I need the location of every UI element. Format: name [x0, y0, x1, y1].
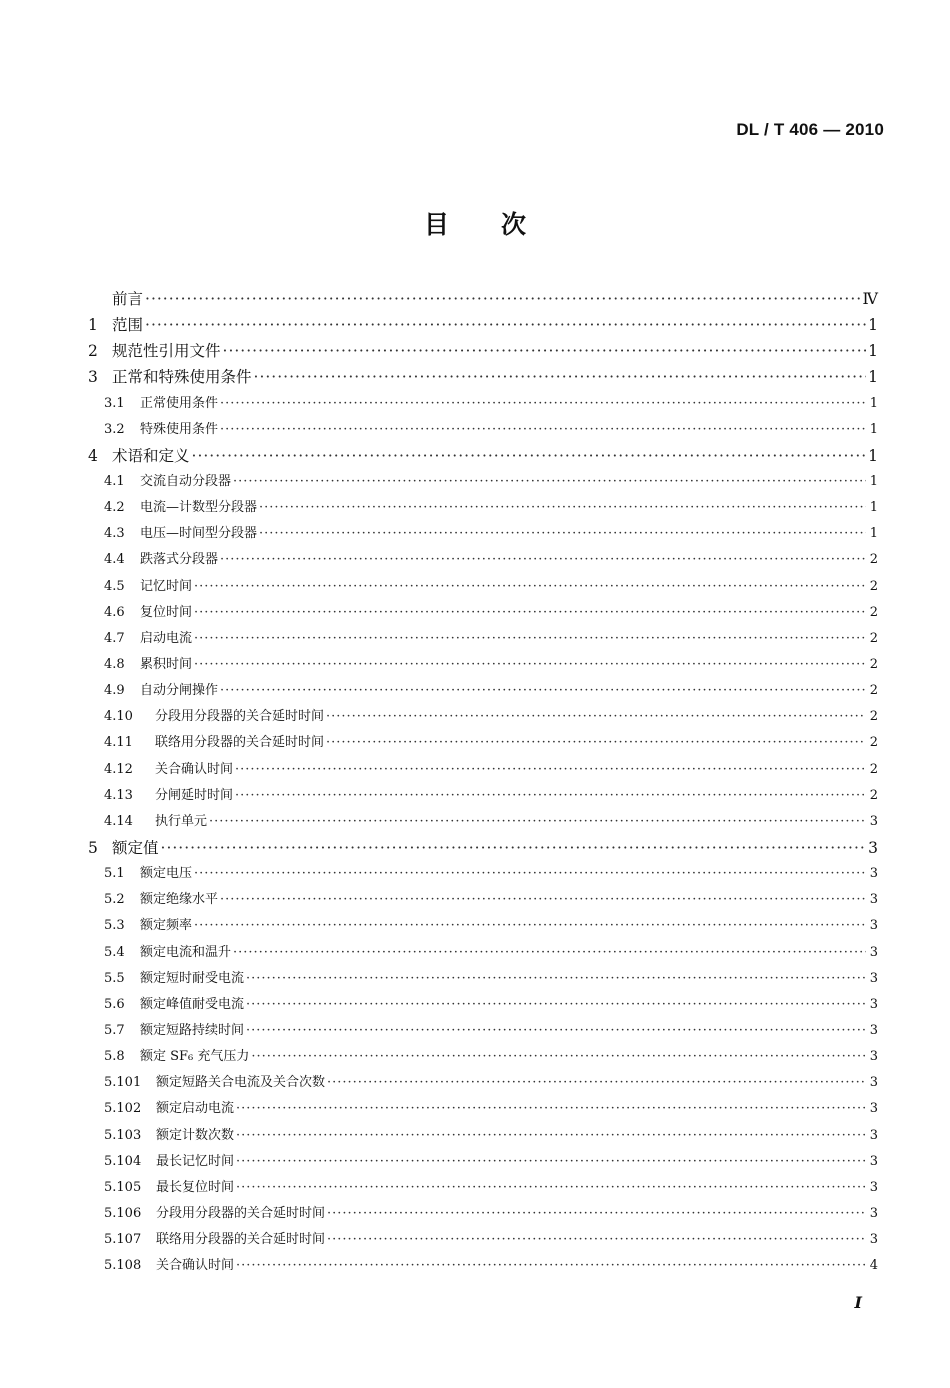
toc-entry-page: 1 — [868, 316, 878, 335]
dot-leader — [233, 469, 866, 495]
toc-entry-title: 正常使用条件 — [140, 395, 219, 411]
toc-entry-page: 3 — [869, 1075, 878, 1091]
toc-entry-title: 正常和特殊使用条件 — [112, 368, 252, 387]
toc-entry-number: 3.1 — [104, 395, 125, 411]
toc-entry-title: 分段用分段器的关合延时时间 — [156, 1205, 326, 1221]
toc-entry-page: 3 — [869, 996, 878, 1012]
toc-entry-title: 规范性引用文件 — [112, 342, 221, 361]
toc-entry-page: 2 — [869, 630, 878, 646]
toc-entry[interactable] — [88, 757, 878, 783]
toc-entry-number: 5.107 — [104, 1232, 142, 1248]
toc-entry[interactable] — [88, 417, 878, 443]
toc-entry-page: 1 — [868, 368, 878, 387]
toc-entry-page: 2 — [869, 656, 878, 672]
toc-entry-page: 3 — [869, 1232, 878, 1248]
toc-entry-title: 复位时间 — [140, 604, 193, 620]
toc-entry-page: 1 — [869, 500, 878, 516]
toc-entry[interactable] — [88, 940, 878, 966]
toc-entry-page: 3 — [869, 1049, 878, 1065]
toc-entry-title: 额定频率 — [140, 918, 193, 934]
toc-entry-page: 3 — [869, 1179, 878, 1195]
toc-entry-page: 3 — [869, 892, 878, 908]
dot-leader — [236, 1253, 866, 1279]
document-code: DL / T 406 — 2010 — [736, 120, 884, 139]
toc-entry-page: 3 — [869, 1101, 878, 1117]
toc-entry-number: 5.101 — [104, 1075, 142, 1091]
dot-leader — [326, 704, 866, 730]
toc-entry-page: 2 — [869, 604, 878, 620]
toc-entry[interactable] — [88, 1070, 878, 1096]
toc-entry-page: 3 — [869, 918, 878, 934]
toc-entry-number: 5.5 — [104, 970, 125, 986]
toc-entry-number: 4.3 — [104, 526, 125, 542]
toc-entry[interactable] — [88, 1227, 878, 1253]
dot-leader — [161, 835, 866, 861]
dot-leader — [145, 312, 866, 338]
toc-entry-title: 启动电流 — [140, 630, 193, 646]
toc-entry-title: 额定短时耐受电流 — [140, 970, 245, 986]
toc-entry-title: 电压—时间型分段器 — [140, 526, 258, 542]
toc-entry[interactable] — [88, 992, 878, 1018]
toc-entry-page: 2 — [869, 578, 878, 594]
dot-leader — [194, 913, 866, 939]
dot-leader — [192, 443, 866, 469]
toc-entry-number: 4.8 — [104, 656, 125, 672]
dot-leader — [236, 1175, 866, 1201]
toc-entry[interactable] — [88, 835, 878, 861]
toc-entry-number: 5.102 — [104, 1101, 142, 1117]
dot-leader — [220, 417, 866, 443]
toc-entry[interactable] — [88, 1253, 878, 1279]
dot-leader — [246, 992, 866, 1018]
dot-leader — [251, 1044, 866, 1070]
toc-entry-number: 4.13 — [104, 787, 133, 803]
toc-entry-page: 2 — [869, 735, 878, 751]
toc-entry[interactable] — [88, 469, 878, 495]
dot-leader — [327, 1070, 866, 1096]
toc-entry-title: 累积时间 — [140, 656, 193, 672]
toc-entry-title: 关合确认时间 — [156, 1258, 235, 1274]
toc-entry-page: 3 — [869, 866, 878, 882]
dot-leader — [223, 338, 866, 364]
toc-entry[interactable] — [88, 1201, 878, 1227]
toc-entry-number: 5.106 — [104, 1205, 142, 1221]
dot-leader — [236, 1123, 866, 1149]
toc-entry-title: 额定短路持续时间 — [140, 1022, 245, 1038]
toc-entry-number: 1 — [88, 316, 98, 335]
toc-entry-page: 3 — [869, 1205, 878, 1221]
toc-entry[interactable] — [88, 730, 878, 756]
dot-leader — [246, 966, 866, 992]
toc-title: 目次 — [423, 210, 578, 239]
dot-leader — [326, 730, 866, 756]
toc-entry-page: 1 — [869, 421, 878, 437]
toc-entry[interactable] — [88, 861, 878, 887]
toc-entry-number: 3 — [88, 368, 98, 387]
toc-entry-title: 联络用分段器的关合延时时间 — [155, 735, 325, 751]
toc-entry-number: 4.12 — [104, 761, 133, 777]
toc-entry-page: Ⅳ — [862, 290, 878, 308]
table-of-contents — [88, 286, 878, 1279]
toc-entry[interactable] — [88, 704, 878, 730]
toc-entry-number: 5.7 — [104, 1022, 125, 1038]
toc-entry-title: 术语和定义 — [112, 446, 190, 465]
toc-entry-title: 额定启动电流 — [156, 1101, 235, 1117]
dot-leader — [236, 1149, 866, 1175]
toc-entry-page: 3 — [869, 1153, 878, 1169]
dot-leader — [233, 940, 866, 966]
toc-entry[interactable] — [88, 626, 878, 652]
toc-entry-title: 额定值 — [112, 838, 159, 857]
toc-entry[interactable] — [88, 1018, 878, 1044]
toc-entry-page: 2 — [869, 683, 878, 699]
toc-entry-page: 3 — [869, 1127, 878, 1143]
toc-entry-page: 1 — [868, 342, 878, 361]
toc-entry[interactable] — [88, 286, 878, 312]
toc-entry[interactable] — [88, 338, 878, 364]
toc-entry-page: 1 — [868, 446, 878, 465]
toc-entry[interactable] — [88, 783, 878, 809]
toc-entry[interactable] — [88, 547, 878, 573]
toc-entry-title: 最长复位时间 — [156, 1179, 235, 1195]
dot-leader — [194, 861, 866, 887]
toc-entry-number: 5.108 — [104, 1258, 142, 1274]
toc-entry-title: 特殊使用条件 — [140, 421, 219, 437]
toc-entry[interactable] — [88, 1123, 878, 1149]
toc-entry[interactable] — [88, 312, 878, 338]
toc-entry-title: 分段用分段器的关合延时时间 — [155, 709, 325, 725]
toc-entry[interactable] — [88, 364, 878, 390]
dot-leader — [236, 1096, 866, 1122]
toc-entry-title: 联络用分段器的关合延时时间 — [156, 1232, 326, 1248]
toc-entry-page: 2 — [869, 787, 878, 803]
toc-entry-page: 2 — [869, 552, 878, 568]
dot-leader — [145, 286, 860, 312]
toc-entry-number: 5.104 — [104, 1153, 142, 1169]
dot-leader — [194, 626, 866, 652]
dot-leader — [194, 600, 866, 626]
toc-entry-title: 跌落式分段器 — [140, 552, 219, 568]
toc-entry-number: 5.6 — [104, 996, 125, 1012]
toc-entry-title: 执行单元 — [155, 813, 208, 829]
toc-entry-number: 2 — [88, 342, 98, 361]
toc-entry-number: 4.7 — [104, 630, 125, 646]
toc-entry[interactable] — [88, 652, 878, 678]
toc-entry-title: 自动分闸操作 — [140, 683, 219, 699]
toc-entry-number: 4.2 — [104, 500, 125, 516]
toc-entry-page: 1 — [869, 395, 878, 411]
toc-entry-number: 4.14 — [104, 813, 133, 829]
toc-entry-number: 4.4 — [104, 552, 125, 568]
toc-entry-title: 分闸延时时间 — [155, 787, 234, 803]
toc-entry-number: 5.103 — [104, 1127, 142, 1143]
toc-entry-title: 额定电压 — [140, 866, 193, 882]
dot-leader — [220, 887, 866, 913]
toc-entry-title: 额定峰值耐受电流 — [140, 996, 245, 1012]
toc-entry-number: 5.1 — [104, 866, 125, 882]
toc-entry-number: 5.3 — [104, 918, 125, 934]
dot-leader — [220, 678, 866, 704]
toc-entry[interactable] — [88, 495, 878, 521]
toc-entry-number: 4.6 — [104, 604, 125, 620]
toc-entry-number: 5 — [88, 838, 98, 857]
dot-leader — [194, 574, 866, 600]
dot-leader — [246, 1018, 866, 1044]
page-folio: I — [854, 1293, 862, 1312]
toc-entry[interactable] — [88, 887, 878, 913]
dot-leader — [235, 783, 866, 809]
toc-entry-title: 额定短路关合电流及关合次数 — [156, 1075, 326, 1091]
toc-entry-title: 记忆时间 — [140, 578, 193, 594]
toc-entry-number: 4.9 — [104, 683, 125, 699]
dot-leader — [254, 364, 866, 390]
toc-entry-page: 1 — [869, 526, 878, 542]
toc-entry[interactable] — [88, 966, 878, 992]
toc-entry[interactable] — [88, 678, 878, 704]
toc-entry[interactable] — [88, 1175, 878, 1201]
toc-entry-page: 3 — [869, 1022, 878, 1038]
toc-entry-page: 2 — [869, 761, 878, 777]
toc-entry[interactable] — [88, 809, 878, 835]
toc-entry-title: 额定电流和温升 — [140, 944, 232, 960]
toc-entry-title: 关合确认时间 — [155, 761, 234, 777]
toc-entry[interactable] — [88, 574, 878, 600]
toc-entry[interactable] — [88, 1096, 878, 1122]
toc-entry-number: 3.2 — [104, 421, 125, 437]
toc-entry[interactable] — [88, 391, 878, 417]
toc-entry-title: 电流—计数型分段器 — [140, 500, 258, 516]
toc-entry-title: 前言 — [112, 290, 144, 308]
dot-leader — [220, 547, 866, 573]
toc-entry-number: 5.8 — [104, 1049, 125, 1065]
toc-entry-title: 最长记忆时间 — [156, 1153, 235, 1169]
toc-entry-number: 4.10 — [104, 709, 133, 725]
toc-entry-title: 额定计数次数 — [156, 1127, 235, 1143]
toc-entry-number: 4.1 — [104, 473, 125, 489]
toc-entry-page: 3 — [868, 838, 878, 857]
toc-entry-number: 5.4 — [104, 944, 125, 960]
toc-entry-number: 4 — [88, 446, 98, 465]
toc-entry-title: 交流自动分段器 — [140, 473, 232, 489]
toc-entry[interactable] — [88, 913, 878, 939]
toc-entry-number: 5.2 — [104, 892, 125, 908]
toc-entry-number: 4.5 — [104, 578, 125, 594]
toc-entry[interactable] — [88, 443, 878, 469]
toc-entry-title: 额定 SF₆ 充气压力 — [140, 1049, 250, 1065]
toc-entry-page: 3 — [869, 970, 878, 986]
toc-entry[interactable] — [88, 1149, 878, 1175]
toc-entry-number: 4.11 — [104, 735, 133, 751]
toc-entry[interactable] — [88, 600, 878, 626]
toc-entry-page: 3 — [869, 944, 878, 960]
dot-leader — [194, 652, 866, 678]
toc-entry-page: 1 — [869, 473, 878, 489]
dot-leader — [220, 391, 866, 417]
toc-entry-title: 范围 — [112, 316, 144, 335]
toc-entry[interactable] — [88, 1044, 878, 1070]
dot-leader — [209, 809, 866, 835]
toc-entry[interactable] — [88, 521, 878, 547]
toc-entry-title: 额定绝缘水平 — [140, 892, 219, 908]
dot-leader — [327, 1227, 866, 1253]
dot-leader — [259, 495, 866, 521]
toc-entry-page: 4 — [869, 1258, 878, 1274]
dot-leader — [259, 521, 866, 547]
toc-entry-number: 5.105 — [104, 1179, 142, 1195]
toc-entry-page: 3 — [869, 813, 878, 829]
dot-leader — [327, 1201, 866, 1227]
dot-leader — [235, 757, 866, 783]
toc-entry-page: 2 — [869, 709, 878, 725]
